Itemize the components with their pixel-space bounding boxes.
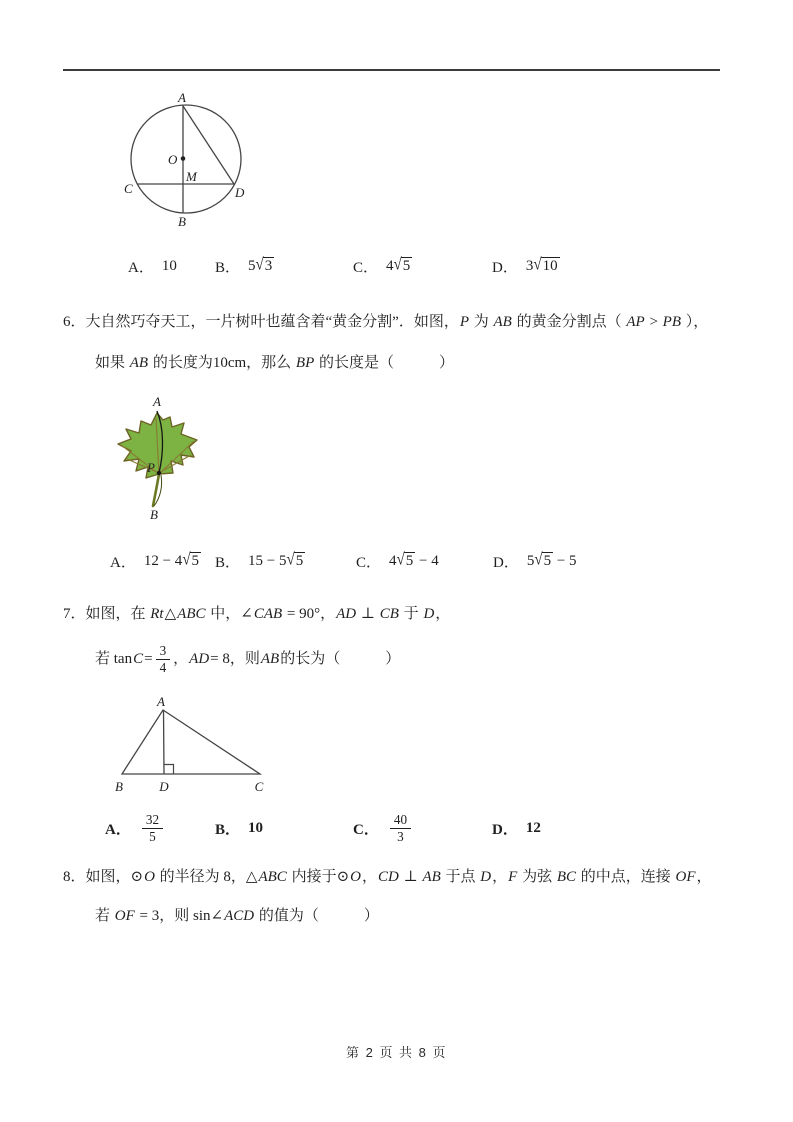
option-label: D．: [492, 821, 518, 838]
point-p-dot: [157, 471, 161, 475]
q5-circle-figure: [124, 88, 246, 228]
option-label: A．: [105, 821, 131, 838]
center-dot: [181, 156, 186, 161]
option-label: C．: [353, 821, 379, 838]
q6-text-line1: 6．大自然巧夺天工，一片树叶也蕴含着“黄金分割”．如图，P 为 AB 的黄金分割点（ AP > PB ），: [63, 314, 709, 330]
option-value: 10: [248, 819, 264, 836]
option-label: C．: [353, 260, 379, 276]
option-value: $\frac{40}{3}$: [387, 813, 414, 844]
q5-option-b: [215, 256, 274, 277]
option-value: 15 − 5√5: [248, 551, 304, 570]
label-p: P: [147, 460, 155, 475]
option-value: 3√10: [525, 256, 558, 275]
option-label: D．: [492, 260, 518, 276]
option-value: 10: [161, 258, 177, 274]
label-m: M: [186, 169, 197, 184]
label-c: C: [124, 181, 133, 196]
option-value: 4√5: [386, 256, 411, 275]
label-b: B: [115, 779, 123, 794]
label-b: B: [150, 507, 158, 522]
q8-text-line2: 若 OF = 3，则 sin∠ACD 的值为（ ）: [95, 908, 379, 924]
label-o: O: [168, 152, 178, 167]
leaf-stem: [153, 474, 159, 506]
q6-option-d: [493, 551, 577, 572]
q7-triangle-figure: [103, 694, 278, 796]
q8-text-line1: 8．如图，⊙O 的半径为 8，△ABC 内接于⊙O，CD ⊥ AB 于点 D，F 为弦 BC 的中点，连接 OF，: [63, 869, 712, 885]
label-b: B: [178, 214, 186, 228]
option-label: B．: [215, 821, 241, 838]
label-a: A: [178, 90, 186, 105]
q6-option-c: [356, 551, 439, 572]
option-value: 12 − 4√5: [143, 551, 200, 570]
q6-leaf-figure: [110, 394, 206, 526]
altitude-ad: [164, 710, 165, 774]
q6-option-a: [110, 551, 201, 572]
top-rule: [63, 69, 720, 71]
option-label: B．: [215, 555, 241, 571]
option-label: A．: [110, 555, 136, 571]
q7-option-a: [105, 808, 166, 848]
q5-option-c: [353, 256, 412, 277]
page-number-footer: 第 2 页 共 8 页: [345, 1045, 448, 1060]
q7-option-c: [353, 808, 414, 848]
q7-text-line2: 若 tan C = $\frac{3}{4}$ ， AD = 8，则 AB 的长为（ ）: [95, 642, 401, 675]
option-label: A．: [128, 260, 154, 276]
q6-text-line2: 如果 AB 的长度为10cm，那么 BP 的长度是（ ）: [95, 355, 455, 371]
q7-option-d: [492, 808, 541, 848]
q5-option-a: [128, 256, 177, 277]
q6-option-b: [215, 551, 305, 572]
right-angle-mark: [164, 765, 174, 775]
label-c: C: [254, 779, 264, 794]
q6-options-row: [0, 551, 793, 579]
q7-text-line1: 7．如图，在 Rt△ABC 中，∠CAB = 90°，AD ⊥ CB 于 D，: [63, 606, 451, 622]
option-value: 12: [525, 819, 541, 836]
triangle-abc: [122, 710, 260, 774]
q7-option-b: [215, 808, 263, 848]
option-value: 4√5 − 4: [389, 551, 439, 570]
option-label: C．: [356, 555, 382, 571]
option-value: $\frac{32}{5}$: [139, 813, 166, 844]
option-label: B．: [215, 260, 241, 276]
q5-options-row: [0, 256, 793, 284]
label-d: D: [235, 185, 245, 200]
q7-options-row: [0, 808, 793, 848]
option-label: D．: [493, 555, 519, 571]
circle-outline: [131, 105, 241, 213]
option-value: 5√5 − 5: [526, 551, 577, 570]
option-value: 5√3: [248, 256, 273, 275]
label-d: D: [159, 779, 169, 794]
q5-option-d: [492, 256, 560, 277]
label-a: A: [153, 394, 161, 409]
label-a: A: [157, 694, 165, 709]
